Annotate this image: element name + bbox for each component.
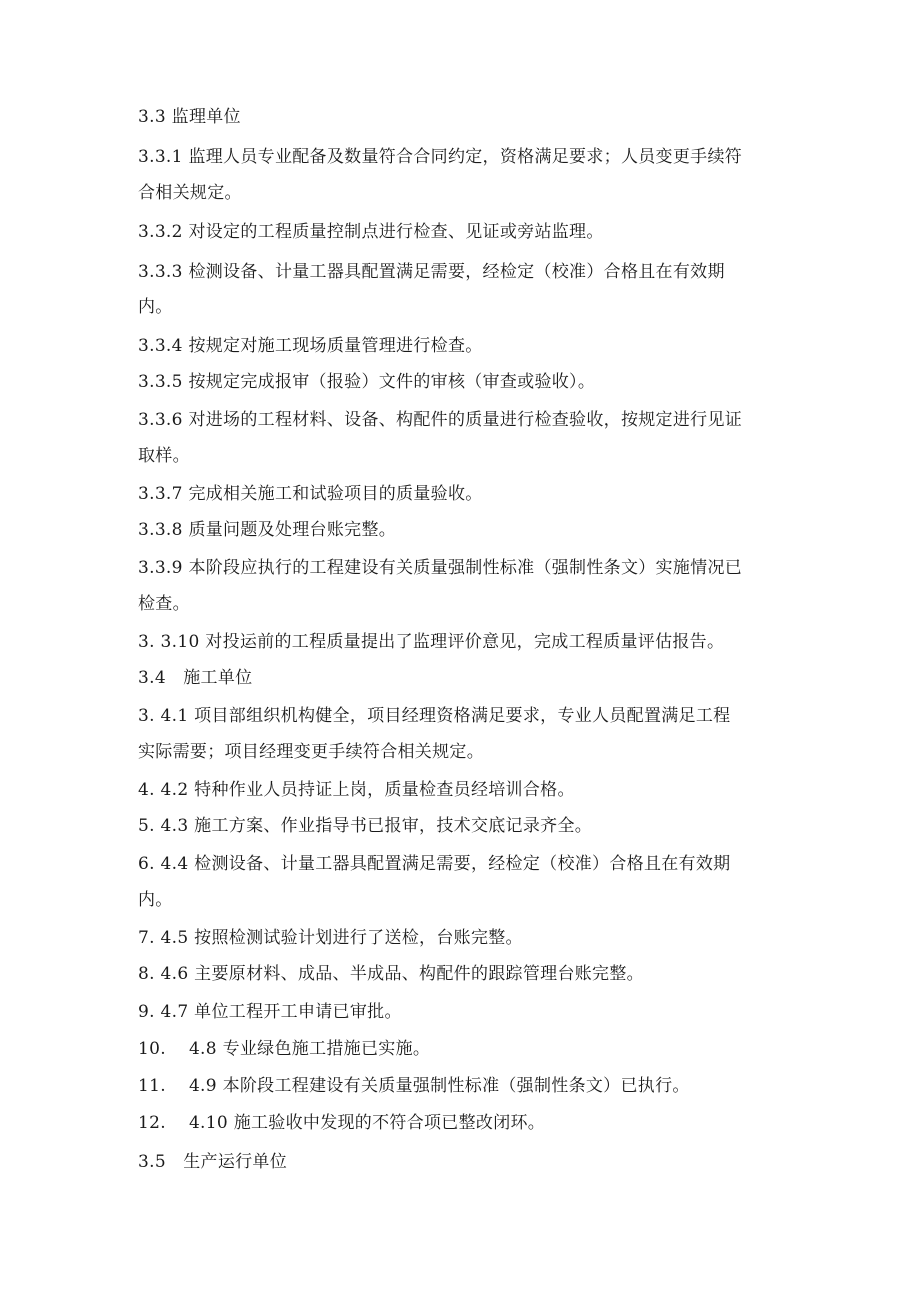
paragraph-3-3-1: 3.3.1 监理人员专业配备及数量符合合同约定，资格满足要求；人员变更手续符	[138, 147, 743, 167]
paragraph-5-4-3: 5. 4.3 施工方案、作业指导书已报审，技术交底记录齐全。	[138, 816, 593, 836]
paragraph-3-4-1-cont: 实际需要；项目经理变更手续符合相关规定。	[138, 742, 484, 762]
paragraph-3-3-10: 3. 3.10 对投运前的工程质量提出了监理评价意见，完成工程质量评估报告。	[138, 632, 725, 652]
paragraph-3-3-9-cont: 检查。	[138, 594, 190, 614]
paragraph-9-4-7: 9. 4.7 单位工程开工申请已审批。	[138, 1002, 402, 1022]
paragraph-11-4-9: 11. 4.9 本阶段工程建设有关质量强制性标准（强制性条文）已执行。	[138, 1076, 690, 1096]
paragraph-3-3-3-cont: 内。	[138, 297, 173, 317]
paragraph-3-3-2: 3.3.2 对设定的工程质量控制点进行检查、见证或旁站监理。	[138, 222, 604, 242]
paragraph-4-4-2: 4. 4.2 特种作业人员持证上岗，质量检查员经培训合格。	[138, 780, 575, 800]
paragraph-3-3-3: 3.3.3 检测设备、计量工器具配置满足需要，经检定（校准）合格且在有效期	[138, 262, 725, 282]
paragraph-3-3-7: 3.3.7 完成相关施工和试验项目的质量验收。	[138, 484, 483, 504]
paragraph-3-3-1-cont: 合相关规定。	[138, 183, 242, 203]
paragraph-3-4-1: 3. 4.1 项目部组织机构健全，项目经理资格满足要求，专业人员配置满足工程	[138, 706, 731, 726]
section-heading-3-5: 3.5 生产运行单位	[138, 1152, 288, 1172]
paragraph-3-3-6-cont: 取样。	[138, 446, 190, 466]
section-heading-3-4: 3.4 施工单位	[138, 668, 253, 688]
paragraph-3-3-5: 3.3.5 按规定完成报审（报验）文件的审核（审查或验收）。	[138, 372, 596, 392]
paragraph-12-4-10: 12. 4.10 施工验收中发现的不符合项已整改闭环。	[138, 1113, 546, 1133]
paragraph-8-4-6: 8. 4.6 主要原材料、成品、半成品、构配件的跟踪管理台账完整。	[138, 964, 644, 984]
paragraph-6-4-4: 6. 4.4 检测设备、计量工器具配置满足需要，经检定（校准）合格且在有效期	[138, 854, 731, 874]
paragraph-3-3-6: 3.3.6 对进场的工程材料、设备、构配件的质量进行检查验收，按规定进行见证	[138, 410, 743, 430]
paragraph-3-3-9: 3.3.9 本阶段应执行的工程建设有关质量强制性标准（强制性条文）实施情况已	[138, 558, 743, 578]
paragraph-3-3-8: 3.3.8 质量问题及处理台账完整。	[138, 520, 397, 540]
paragraph-10-4-8: 10. 4.8 专业绿色施工措施已实施。	[138, 1039, 431, 1059]
section-heading-3-3: 3.3 监理单位	[138, 107, 241, 127]
paragraph-7-4-5: 7. 4.5 按照检测试验计划进行了送检，台账完整。	[138, 928, 523, 948]
paragraph-6-4-4-cont: 内。	[138, 890, 173, 910]
paragraph-3-3-4: 3.3.4 按规定对施工现场质量管理进行检查。	[138, 336, 483, 356]
